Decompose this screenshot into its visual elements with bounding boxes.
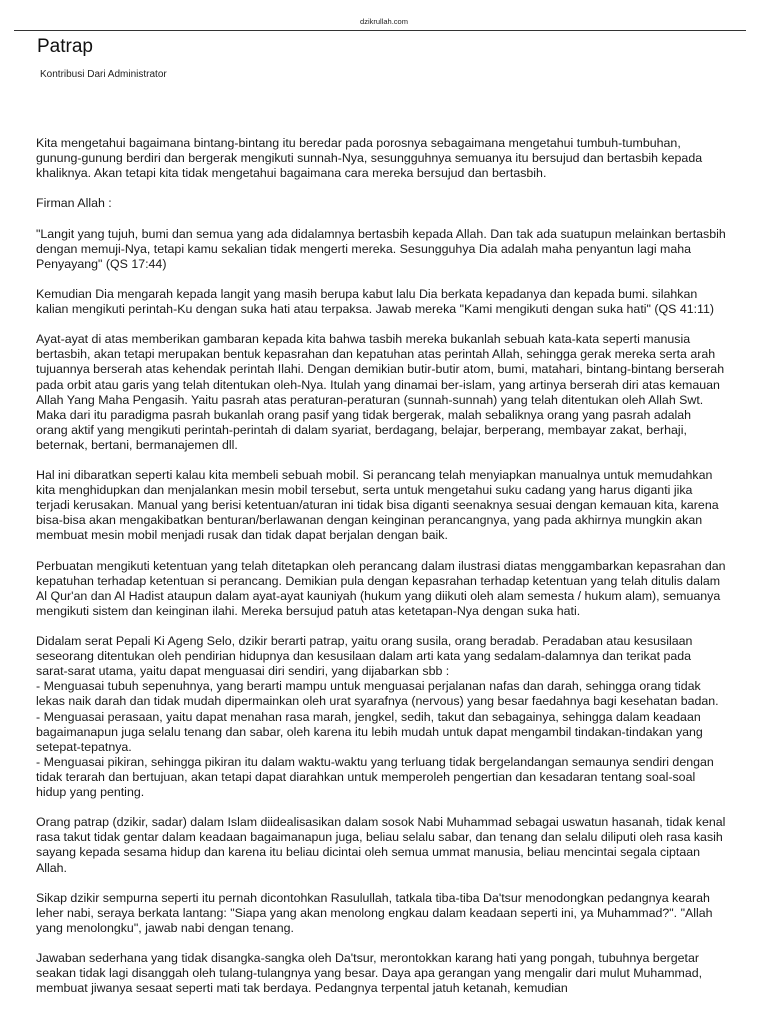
paragraph: Orang patrap (dzikir, sadar) dalam Islam diidealisasikan dalam sosok Nabi Muhammad sebagai uswatun hasanah, tidak kenal rasa takut tidak gentar dalam keadaan bagaimanapun juga, beliau selalu sabar, dan tenang dan selalu diliputi oleh rasa kasih sayang kepada sesama hidup dan karena itu beliau dicintai oleh semua ummat manusia, beliau mencintai segala ciptaan Allah. [36,815,726,875]
site-url: dzikrullah.com [360,17,408,26]
list-item: - Menguasai tubuh sepenuhnya, yang berarti mampu untuk menguasai perjalanan nafas dan darah, sehingga orang tidak lekas naik darah dan tidak mudah dipermainkan oleh urat syarafnya (nervous) yang besar faedahnya bagi kesehatan badan. [36,679,719,709]
paragraph: Firman Allah : [36,196,112,211]
paragraph: Ayat-ayat di atas memberikan gambaran kepada kita bahwa tasbih mereka bukanlah sebuah kata-kata seperti manusia bertasbih, akan tetapi merupakan bentuk kepasrahan dan kepatuhan atas perintah Allah, sehingga gerak mereka serta arah tujuannya berserah atas kehendak perintah Ilahi. Dengan demikian butir-butir atom, bumi, matahari, bintang-bintang berserah pada orbit atau garis yang telah ditentukan oleh-Nya. Itulah yang dinamai ber-islam, yang artinya berserah diri atas kemauan Allah Yang Maha Pengasih. Yaitu pasrah atas peraturan-peraturan (sunnah-sunnah) yang telah ditentukan oleh Allah Swt. Maka dari itu paradigma pasrah bukanlah orang pasif yang tidak bergerak, malah sebaliknya orang yang pasrah adalah orang aktif yang mengikuti perintah-perintah di dalam syariat, berdagang, belajar, berperang, membayar zakat, berhaji, beternak, bertani, bermanajemen dll. [36,332,725,452]
header-divider [14,30,746,31]
quote-paragraph: "Langit yang tujuh, bumi dan semua yang ada didalamnya bertasbih kepada Allah. Dan tak ada suatupun melainkan bertasbih dengan memuji-Nya, tetapi kamu sekalian tidak mengerti mereka. Sesungguhya Dia adalah maha penyantun lagi maha Penyayang" (QS 17:44) [36,226,726,271]
article-title: Patrap [37,36,93,57]
quote-paragraph: Kemudian Dia mengarah kepada langit yang masih berupa kabut lalu Dia berkata kepadanya dan kepada bumi. silahkan kalian mengikuti perintah-Ku dengan suka hati atau terpaksa. Jawab mereka "Kami mengikuti dengan suka hati" (QS 41:11) [36,286,715,317]
list-item: - Menguasai pikiran, sehingga pikiran itu dalam waktu-waktu yang terluang tidak bergelandangan semaunya sendiri dengan tidak terarah dan bertujuan, akan tetapi dapat diarahkan untuk memperoleh pengertian dan kesadaran tentang soal-soal hidup yang penting. [36,754,714,800]
paragraph: Perbuatan mengikuti ketentuan yang telah ditetapkan oleh perancang dalam ilustrasi diatas menggambarkan kepasrahan dan kepatuhan terhadap ketentuan si perancang. Demikian pula dengan kepasrahan terhadap ketentuan yang telah ditulis dalam Al Qur'an dan Al Hadist ataupun dalam ayat-ayat kauniyah (hukum yang diikuti oleh alam semesta / hukum alam), semuanya mengikuti sistem dan keinginan ilahi. Mereka bersujud patuh atas ketetapan-Nya dengan suka hati. [36,558,726,618]
article-byline: Kontribusi Dari Administrator [40,69,167,80]
paragraph-with-list [36,634,726,800]
paragraph: Sikap dzikir sempurna seperti itu pernah dicontohkan Rasulullah, tatkala tiba-tiba Da'tsur menodongkan pedangnya kearah leher nabi, seraya berkata lantang: "Siapa yang akan menolong engkau dalam keadaan seperti ini, ya Muhammad?". "Allah yang menolongku", jawab nabi dengan tenang. [36,890,713,935]
paragraph: Jawaban sederhana yang tidak disangka-sangka oleh Da'tsur, merontokkan karang hati yang pongah, tubuhnya bergetar seakan tidak lagi disanggah oleh tulang-tulangnya yang besar. Daya apa gerangan yang mengalir dari mulut Muhammad, membuat jiwanya sesaat seperti mati tak berdaya. Pedangnya terpental jatuh ketanah, kemudian [36,951,703,996]
paragraph: Kita mengetahui bagaimana bintang-bintang itu beredar pada porosnya sebagaimana mengetahui tumbuh-tumbuhan, gunung-gunung berdiri dan bergerak mengikuti sunnah-Nya, sesungguhnya semuanya itu bersujud dan bertasbih kepada khaliknya. Akan tetapi kita tidak mengetahui bagaimana cara mereka bersujud dan bertasbih. [36,136,703,181]
paragraph: Hal ini dibaratkan seperti kalau kita membeli sebuah mobil. Si perancang telah menyiapkan manualnya untuk memudahkan kita menghidupkan dan menjalankan mesin mobil tersebut, serta untuk mengetahui suku cadang yang harus diganti jika terjadi kerusakan. Manual yang berisi ketentuan/aturan ini tidak bisa diganti seenaknya sesuai dengan kemauan kita, karena bisa-bisa akan mengakibatkan benturan/berlawanan dengan keinginan perancangnya, yang pada akhirnya mungkin akan membuat mesin mobil menjadi rusak dan tidak dapat berjalan dengan baik. [36,468,719,543]
list-intro: Didalam serat Pepali Ki Ageng Selo, dzikir berarti patrap, yaitu orang susila, orang beradab. Peradaban atau kesusilaan seseorang ditentukan oleh pendirian hidupnya dan kesusilaan dalam arti kata yang sedalam-dalamnya dan terikat pada sarat-sarat utama, yaitu dapat menguasai diri sendiri, yang dijabarkan sbb : [36,634,693,679]
article-body [36,136,726,1011]
list-item: - Menguasai perasaan, yaitu dapat menahan rasa marah, jengkel, sedih, takut dan sebagainya, sehingga dalam keadaan bagaimanapun juga selalu tenang dan sabar, oleh karena itu lebih mudah untuk dapat mengambil tindakan-tindakan yang setepat-tepatnya. [36,709,703,754]
